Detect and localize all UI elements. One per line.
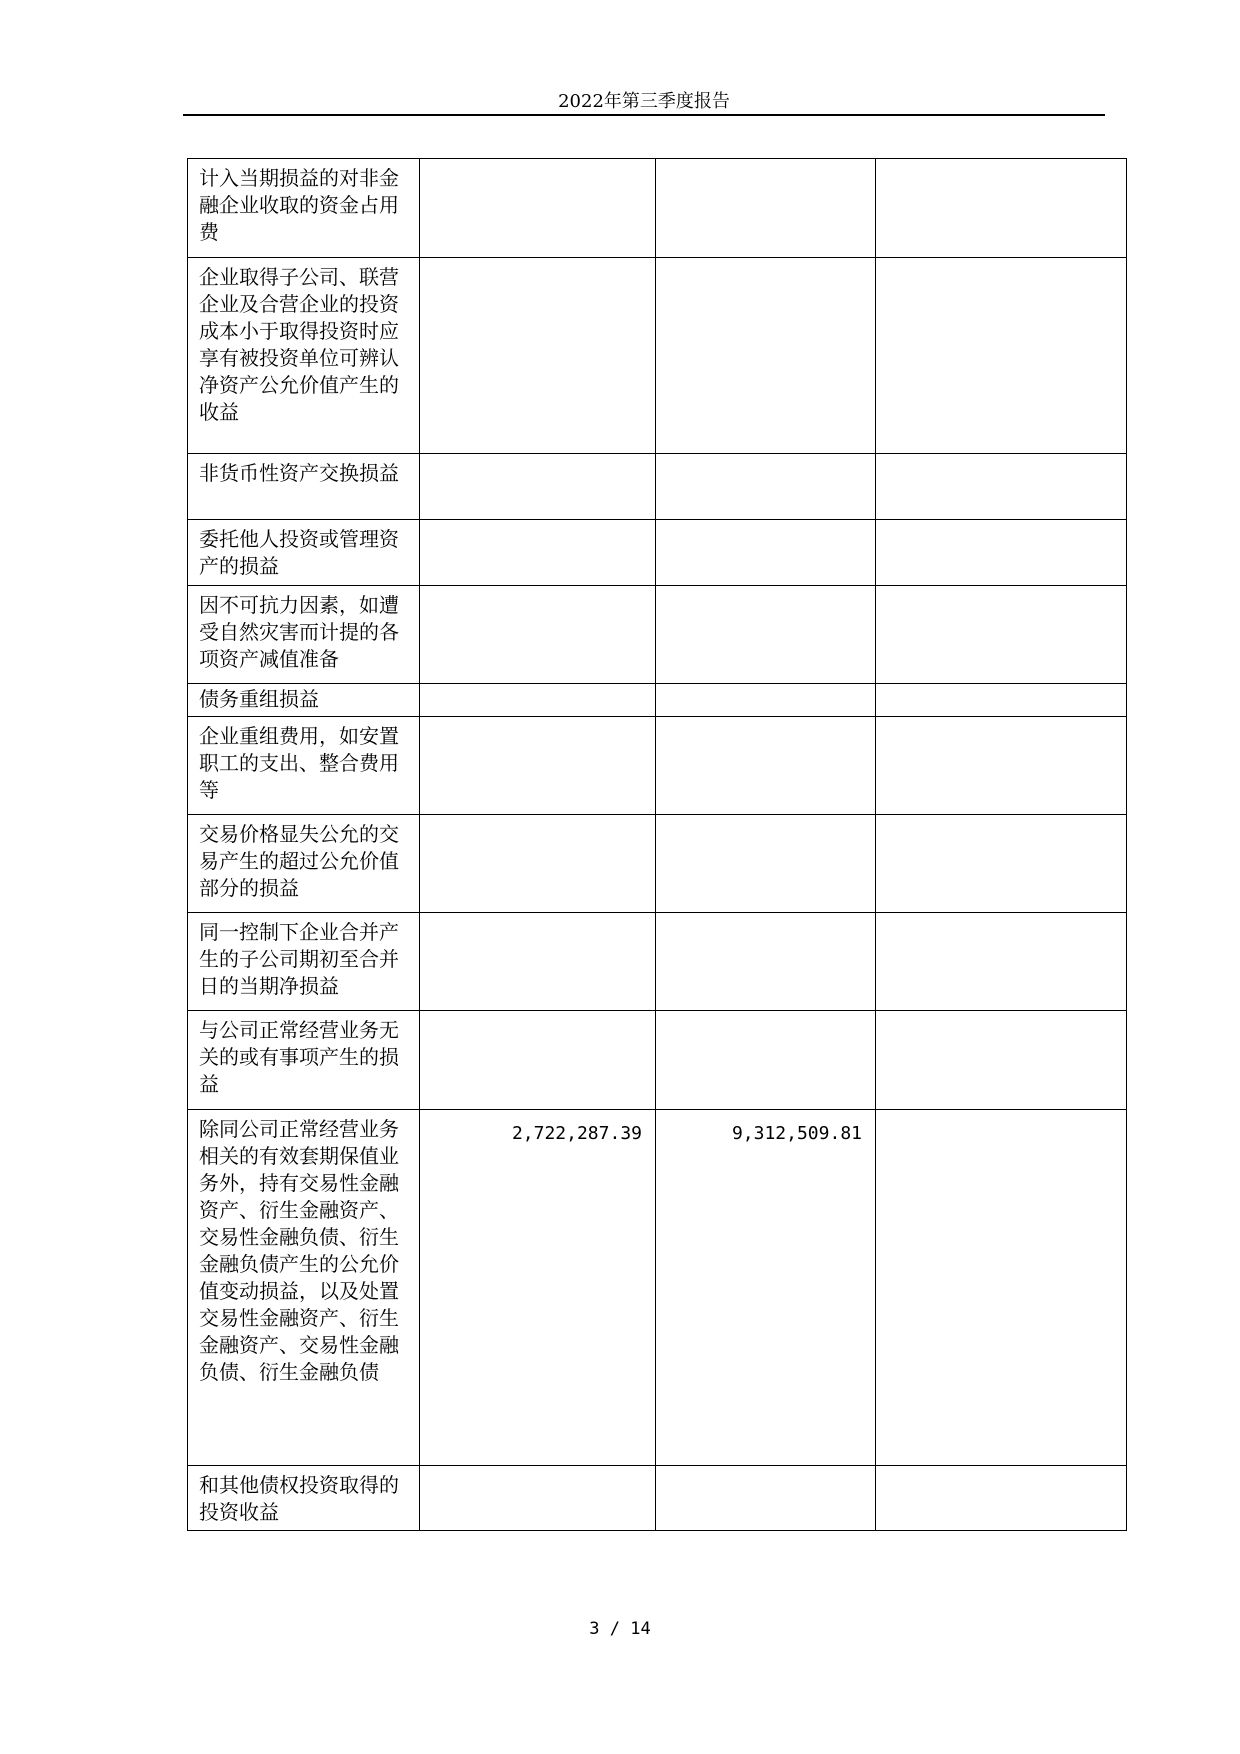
row-value-ytd — [656, 586, 876, 684]
table-row — [188, 1110, 1127, 1466]
table-row — [188, 258, 1127, 454]
table-row — [188, 717, 1127, 815]
row-label: 与公司正常经营业务无关的或有事项产生的损益 — [188, 1011, 420, 1110]
row-note — [876, 258, 1127, 454]
row-label: 债务重组损益 — [188, 684, 420, 717]
table-row — [188, 913, 1127, 1011]
row-value-current — [420, 1011, 656, 1110]
table-row — [188, 815, 1127, 913]
header-divider — [183, 114, 1105, 116]
table-row — [188, 159, 1127, 258]
row-label: 因不可抗力因素，如遭受自然灾害而计提的各项资产减值准备 — [188, 586, 420, 684]
table-row — [188, 454, 1127, 520]
row-note — [876, 454, 1127, 520]
page-number: 3 / 14 — [589, 1619, 651, 1639]
row-label: 计入当期损益的对非金融企业收取的资金占用费 — [188, 159, 420, 258]
row-value-current — [420, 717, 656, 815]
row-note — [876, 717, 1127, 815]
row-value-ytd — [656, 454, 876, 520]
table-row — [188, 684, 1127, 717]
page-header-title: 2022年第三季度报告 — [558, 91, 730, 112]
row-note — [876, 684, 1127, 717]
row-note — [876, 520, 1127, 586]
row-value-current — [420, 815, 656, 913]
table-row — [188, 520, 1127, 586]
row-note — [876, 1466, 1127, 1531]
row-value-current: 2,722,287.39 — [420, 1110, 656, 1466]
row-label: 同一控制下企业合并产生的子公司期初至合并日的当期净损益 — [188, 913, 420, 1011]
row-label: 和其他债权投资取得的投资收益 — [188, 1466, 420, 1531]
row-label: 非货币性资产交换损益 — [188, 454, 420, 520]
row-value-ytd — [656, 1011, 876, 1110]
row-value-ytd — [656, 913, 876, 1011]
row-value-ytd — [656, 717, 876, 815]
row-value-ytd — [656, 258, 876, 454]
row-value-ytd — [656, 1466, 876, 1531]
row-note — [876, 913, 1127, 1011]
row-label: 企业取得子公司、联营企业及合营企业的投资成本小于取得投资时应享有被投资单位可辨认净资产公允价值产生的收益 — [188, 258, 420, 454]
row-value-ytd — [656, 159, 876, 258]
table-row — [188, 1466, 1127, 1531]
row-note — [876, 586, 1127, 684]
row-value-current — [420, 258, 656, 454]
row-value-current — [420, 454, 656, 520]
row-value-ytd — [656, 520, 876, 586]
row-note — [876, 1011, 1127, 1110]
table-row — [188, 1011, 1127, 1110]
row-note — [876, 815, 1127, 913]
row-label: 除同公司正常经营业务相关的有效套期保值业务外，持有交易性金融资产、衍生金融资产、交易性金融负债、衍生金融负债产生的公允价值变动损益，以及处置交易性金融资产、衍生金融资产、交易性金融负债、衍生金融负债 — [188, 1110, 420, 1466]
row-value-ytd — [656, 684, 876, 717]
row-label: 交易价格显失公允的交易产生的超过公允价值部分的损益 — [188, 815, 420, 913]
non-recurring-items-table — [187, 158, 1127, 1531]
row-value-ytd: 9,312,509.81 — [656, 1110, 876, 1466]
row-value-ytd — [656, 815, 876, 913]
row-value-current — [420, 684, 656, 717]
row-value-current — [420, 913, 656, 1011]
row-label: 企业重组费用，如安置职工的支出、整合费用等 — [188, 717, 420, 815]
row-note — [876, 159, 1127, 258]
row-note — [876, 1110, 1127, 1466]
row-label: 委托他人投资或管理资产的损益 — [188, 520, 420, 586]
row-value-current — [420, 586, 656, 684]
row-value-current — [420, 1466, 656, 1531]
row-value-current — [420, 520, 656, 586]
row-value-current — [420, 159, 656, 258]
table-row — [188, 586, 1127, 684]
